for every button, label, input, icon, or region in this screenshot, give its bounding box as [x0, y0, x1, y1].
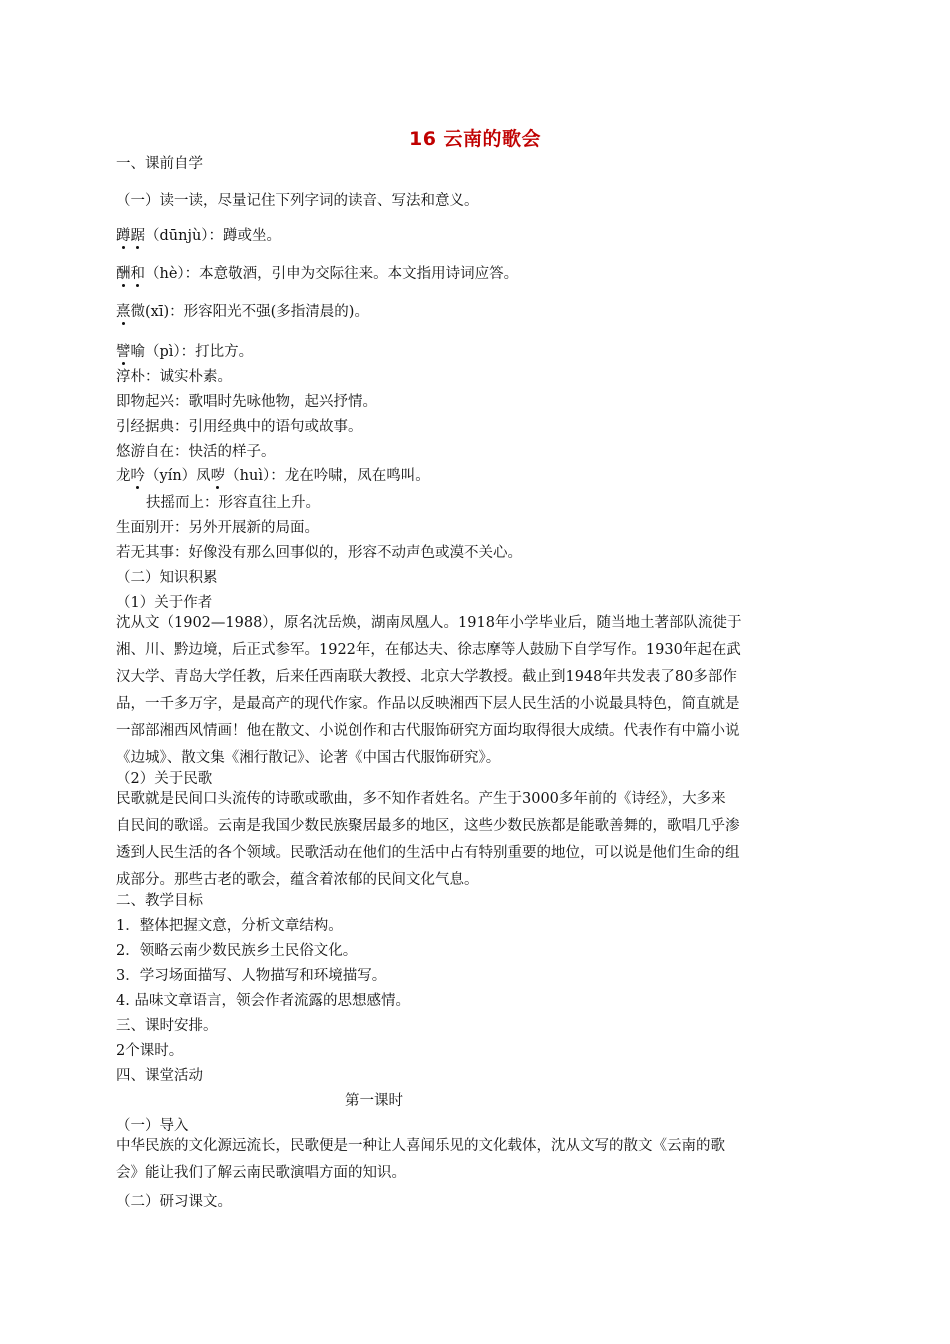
vocab-text: （hè）：本意敬酒，引申为交际往来。本文指用诗词应答。 — [145, 266, 519, 282]
goal-item: 3．学习场面描写、人物描写和环境描写。 — [116, 968, 387, 984]
emphasis-char: 熹 — [116, 304, 131, 320]
topic-heading: （2）关于民歌 — [116, 771, 213, 787]
emphasis-char: 譬 — [116, 344, 131, 360]
folk-song-paragraph: 民歌就是民间口头流传的诗歌或歌曲，多不知作者姓名。产生于3000多年前的《诗经》，大多来 自民间的歌谣。云南是我国少数民族聚居最多的地区，这些少数民族都是能歌善舞的，歌唱几乎渗 透到人民生活的各个领域。民歌活动在他们的生活中占有特别重要的地位，可以说是他们生命的组 成部分。那些古老的歌会，蕴含着浓郁的民间文化气息。 — [116, 791, 740, 888]
subsection-heading: （二）知识积累 — [116, 570, 218, 586]
topic-heading: （1）关于作者 — [116, 595, 213, 611]
vocab-item: 淳朴：诚实朴素。 — [116, 369, 232, 385]
emphasis-char: 酬 — [116, 266, 131, 282]
author-paragraph: 沈从文（1902—1988），原名沈岳焕，湖南凤凰人。1918年小学毕业后，随当地土著部队流徙于 湘、川、黔边境，后正式参军。1922年，在郁达夫、徐志摩等人鼓励下自学写作。1930年起在武 汉大学、青岛大学任教，后来任西南联大教授、北京大学教授。截止到1948年共发表了80多部作 品，一千多万字，是最高产的现代作家。作品以反映湘西下层人民生活的小说最具特色，简直就是 一部部湘西风情画！他在散文、小说创作和古代服饰研究方面均取得很大成绩。代表作有中篇小说 《边城》、散文集《湘行散记》、论著《中国古代服饰研究》。 — [116, 615, 742, 766]
vocab-item: 生面别开：另外开展新的局面。 — [116, 520, 319, 536]
vocab-item: 引经据典：引用经典中的语句或故事。 — [116, 419, 363, 435]
subsection-heading: （二）研习课文。 — [116, 1194, 232, 1210]
section-heading-2: 二、教学目标 — [116, 893, 203, 909]
vocab-text: （dūnjù）：蹲或坐。 — [145, 228, 282, 244]
subsection-heading: （一）导入 — [116, 1118, 189, 1134]
section-heading-1: 一、课前自学 — [116, 156, 203, 172]
subsection-heading: （一）读一读，尽量记住下列字词的读音、写法和意义。 — [116, 193, 479, 209]
vocab-item: 即物起兴：歌唱时先咏他物，起兴抒情。 — [116, 394, 377, 410]
emphasis-char: 吟 — [130, 468, 145, 484]
vocab-item — [116, 262, 518, 283]
vocab-text: 喻（pì）：打比方。 — [130, 344, 254, 360]
lesson-heading: 第一课时 — [345, 1093, 403, 1109]
schedule-text: 2个课时。 — [116, 1043, 184, 1059]
intro-paragraph: 中华民族的文化源远流长，民歌便是一种让人喜闻乐见的文化载体，沈从文写的散文《云南的歌 会》能让我们了解云南民歌演唱方面的知识。 — [116, 1138, 725, 1181]
vocab-item: 扶摇而上：形容直往上升。 — [146, 495, 320, 511]
vocab-item: 若无其事：好像没有那么回事似的，形容不动声色或漠不关心。 — [116, 545, 522, 561]
vocab-item — [116, 224, 281, 245]
emphasis-char: 和 — [130, 266, 145, 282]
section-heading-4: 四、课堂活动 — [116, 1068, 203, 1084]
vocab-item — [116, 300, 369, 321]
section-heading-3: 三、课时安排。 — [116, 1018, 218, 1034]
goal-item: 1．整体把握文意，分析文章结构。 — [116, 918, 343, 934]
vocab-item — [116, 340, 253, 361]
page-title: 16 云南的歌会 — [408, 128, 542, 150]
vocab-item: 悠游自在：快活的样子。 — [116, 444, 276, 460]
emphasis-char: 踞 — [130, 228, 145, 244]
emphasis-char: 哕 — [210, 468, 226, 484]
goal-item: 2．领略云南少数民族乡土民俗文化。 — [116, 943, 358, 959]
vocab-text: 微(xī)：形容阳光不强(多指清晨的)。 — [130, 304, 369, 320]
vocab-item: 龙吟（yín）凤哕（huì）：龙在吟啸，凤在鸣叫。 — [116, 468, 430, 484]
emphasis-char: 蹲 — [116, 228, 131, 244]
goal-item: 4. 品味文章语言，领会作者流露的思想感情。 — [116, 993, 410, 1009]
